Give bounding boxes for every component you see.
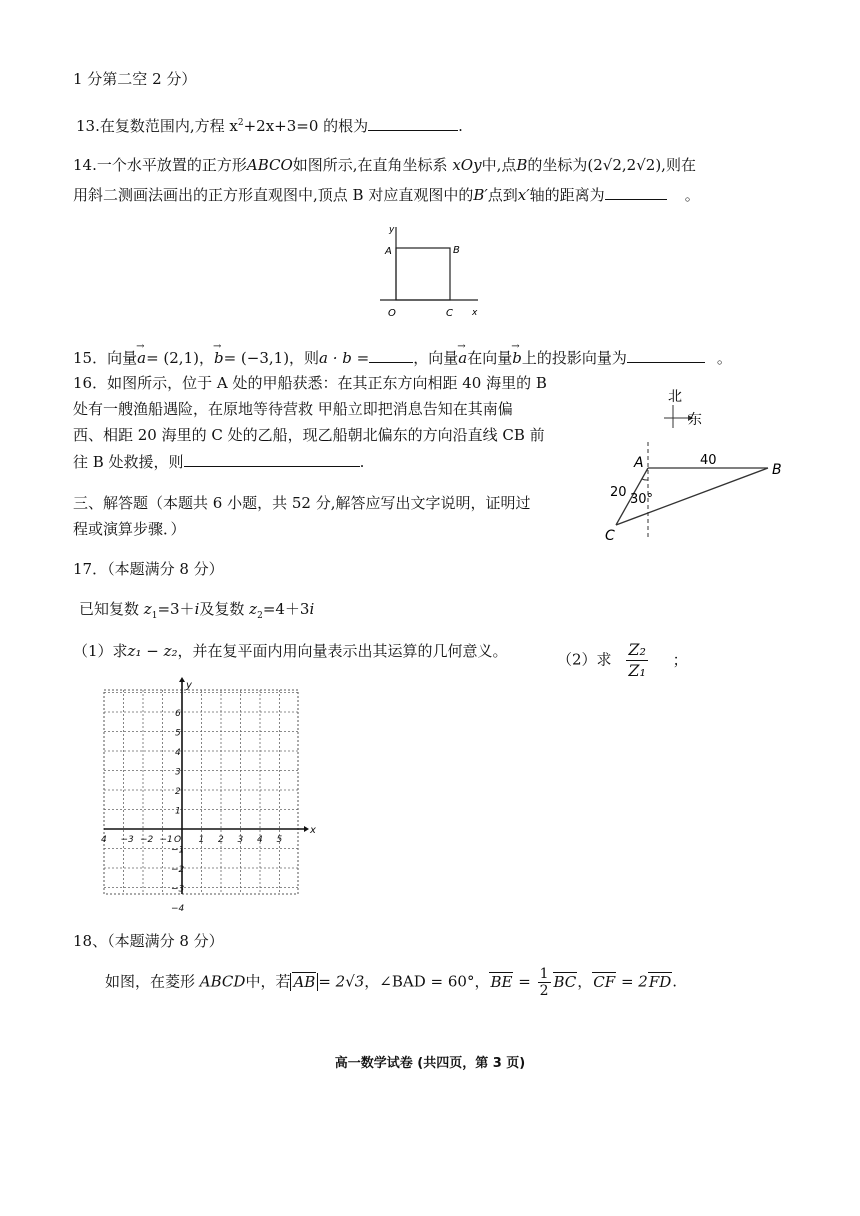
q18-half-denominator: 2 bbox=[539, 983, 549, 999]
q14-text: 中,点 bbox=[481, 156, 517, 174]
y-tick-label: 6 bbox=[175, 709, 181, 719]
point-a-label: A bbox=[634, 455, 644, 471]
point-b-label: B bbox=[772, 462, 782, 478]
q18-statement bbox=[105, 966, 677, 999]
q15-vector-b: → b bbox=[512, 347, 522, 369]
q15-end: 。 bbox=[716, 349, 732, 367]
question-14-line1 bbox=[73, 154, 696, 176]
q18-separator: ， bbox=[577, 972, 593, 991]
q18-text: 中，若 bbox=[245, 972, 291, 991]
q13-number: 13. bbox=[76, 117, 100, 135]
y-axis-label: y bbox=[186, 680, 192, 691]
q15-text: 上的投影向量为 bbox=[521, 349, 627, 367]
q14-text: 14.一个水平放置的正方形 bbox=[73, 156, 247, 174]
q14-bprime: B′ bbox=[473, 186, 488, 204]
x-tick-label: 2 bbox=[218, 835, 224, 845]
q17-text: 已知复数 bbox=[79, 600, 140, 618]
q15-b-value: = (−3,1)，则 bbox=[223, 349, 320, 367]
x-label: x bbox=[472, 308, 478, 318]
question-13 bbox=[76, 112, 463, 137]
q17-part1 bbox=[73, 640, 508, 662]
q14-abco: ABCO bbox=[246, 156, 293, 174]
q14-xprime: x′ bbox=[517, 186, 530, 204]
q16-line2: 处有一艘渔船遇险，在原地等待营救 甲船立即把消息告知在其南偏 bbox=[73, 400, 513, 418]
q15-projection-blank[interactable] bbox=[627, 346, 705, 363]
y-tick-label: 5 bbox=[175, 728, 181, 739]
q14-square-figure bbox=[374, 222, 486, 322]
y-tick-label: −1 bbox=[171, 845, 185, 856]
q16-line3: 西、相距 20 海里的 C 处的乙船，现乙船朝北偏东的方向沿直线 CB 前 bbox=[73, 426, 545, 444]
q18-vector-fd: FD bbox=[648, 972, 672, 991]
x-tick-label: 4 bbox=[101, 835, 107, 845]
x-tick-label: O bbox=[174, 835, 182, 845]
q16-answer-blank[interactable] bbox=[184, 450, 360, 467]
q18-end: . bbox=[672, 972, 678, 991]
question-14-line2 bbox=[73, 183, 700, 206]
east-label: 东 bbox=[688, 412, 702, 428]
q17-text: （1）求 bbox=[73, 642, 128, 660]
q15-vector-a: → a bbox=[137, 347, 146, 369]
point-c-label: C bbox=[605, 528, 615, 544]
q17-fraction-numerator: Z₂ bbox=[628, 640, 646, 659]
q15-dot-product: a · b = bbox=[319, 349, 370, 367]
q17-text: 及复数 bbox=[199, 600, 245, 618]
q14-answer-blank[interactable] bbox=[605, 183, 667, 200]
q17-given bbox=[79, 598, 314, 627]
q14-coordinate: (2√2,2√2) bbox=[587, 156, 662, 174]
y-tick-label: −3 bbox=[171, 884, 185, 895]
q17-z1: z bbox=[143, 600, 152, 618]
q13-suffix: +2x+3=0 的根为 bbox=[243, 117, 369, 135]
q17-z1-sub: 1 bbox=[151, 611, 158, 621]
q18-vector-cf: CF bbox=[593, 972, 616, 991]
complex-plane-grid[interactable] bbox=[100, 678, 316, 914]
q17-i: i bbox=[309, 600, 315, 618]
q18-half-numerator: 1 bbox=[539, 966, 549, 982]
q13-prefix: 在复数范围内,方程 x bbox=[99, 117, 238, 135]
q15-text: 在向量 bbox=[467, 349, 513, 367]
q17-z2: z bbox=[249, 600, 258, 618]
question-15 bbox=[73, 346, 732, 369]
q15-text: 向量 bbox=[107, 349, 138, 367]
q15-vector-b: → b bbox=[214, 347, 224, 369]
x-axis-label: x bbox=[310, 825, 316, 836]
q13-answer-blank[interactable] bbox=[368, 114, 458, 131]
q17-title: 17．（本题满分 8 分） bbox=[73, 560, 224, 578]
q13-sup: 2 bbox=[237, 118, 244, 128]
q14-text: 点到 bbox=[487, 186, 518, 204]
q14-text: 轴的距离为 bbox=[529, 186, 605, 204]
q16-line1: 16．如图所示，位于 A 处的甲船获悉：在其正东方向相距 40 海里的 B bbox=[73, 374, 547, 392]
y-label: y bbox=[389, 225, 395, 235]
q17-fraction bbox=[626, 640, 648, 681]
q16-text: 往 B 处救援，则 bbox=[73, 453, 184, 471]
y-tick-label: 2 bbox=[175, 787, 181, 797]
q18-title: 18、（本题满分 8 分） bbox=[73, 932, 224, 950]
q18-angle: ，∠BAD = 60°， bbox=[364, 972, 490, 991]
q14-text: ,则在 bbox=[661, 156, 696, 174]
x-tick-label: −3 bbox=[120, 835, 134, 845]
header-continuation: 1 分第二空 2 分） bbox=[73, 70, 197, 88]
q15-text: ，向量 bbox=[413, 349, 459, 367]
q14-b: B bbox=[516, 156, 528, 174]
q18-half bbox=[538, 966, 551, 999]
x-tick-label: 1 bbox=[198, 835, 205, 845]
page-footer: 高一数学试卷 (共四页，第 3 页) bbox=[334, 1056, 526, 1071]
q17-text: ，并在复平面内用向量表示出其运算的几何意义。 bbox=[177, 642, 508, 660]
real-axis-arrow-icon bbox=[304, 826, 309, 832]
north-label: 北 bbox=[668, 389, 682, 405]
q18-ab-magnitude bbox=[290, 973, 318, 991]
point-a-label: A bbox=[385, 246, 392, 257]
angle-arc bbox=[642, 479, 648, 480]
q16-line4 bbox=[73, 450, 364, 473]
section-3-heading-line1: 三、解答题（本题共 6 小题，共 52 分,解答应写出文字说明，证明过 bbox=[73, 494, 531, 512]
y-tick-label: 4 bbox=[175, 748, 181, 758]
q16-end: . bbox=[359, 453, 365, 471]
x-tick-label: 3 bbox=[237, 835, 244, 845]
q17-i: i bbox=[194, 600, 200, 618]
distance-ab-label: 40 bbox=[700, 453, 717, 468]
y-tick-label: −2 bbox=[171, 865, 185, 875]
x-tick-label: −2 bbox=[140, 835, 154, 845]
point-c-label: C bbox=[446, 308, 453, 319]
q18-vector-bc: BC bbox=[553, 972, 577, 991]
q17-part2 bbox=[557, 640, 688, 681]
q17-expression: z₁ − z₂ bbox=[127, 642, 178, 660]
q14-text: 如图所示,在直角坐标系 bbox=[292, 156, 448, 174]
q18-equals: = bbox=[518, 972, 531, 991]
q17-fraction-denominator: Z₁ bbox=[628, 661, 646, 680]
angle-label: 30° bbox=[630, 492, 654, 507]
q18-text: 如图，在菱形 bbox=[105, 972, 196, 991]
q15-vector-a: → a bbox=[458, 347, 467, 369]
q15-number: 15． bbox=[73, 349, 108, 367]
point-b-label: B bbox=[453, 245, 460, 256]
q17-end: ； bbox=[672, 650, 688, 669]
q14-xoy: xOy bbox=[452, 156, 482, 174]
grid-border bbox=[104, 690, 298, 894]
y-tick-label: 1 bbox=[175, 806, 181, 817]
q18-ab-value: = 2√3 bbox=[318, 972, 365, 991]
x-tick-label: 4 bbox=[257, 835, 263, 845]
distance-ac-label: 20 bbox=[610, 485, 627, 500]
y-tick-label: 3 bbox=[175, 767, 181, 778]
point-o-label: O bbox=[388, 308, 396, 319]
imaginary-axis-arrow-icon bbox=[179, 677, 185, 682]
q18-vector-ab: AB bbox=[293, 972, 316, 991]
section-3-heading-line2: 程或演算步骤．） bbox=[73, 520, 186, 538]
square-abco bbox=[396, 248, 450, 300]
x-tick-label: −1 bbox=[159, 835, 173, 845]
q14-end: 。 bbox=[684, 186, 700, 204]
q17-text: =3＋ bbox=[157, 600, 195, 618]
q15-a-value: = (2,1)， bbox=[146, 349, 214, 367]
q14-text: 的坐标为 bbox=[527, 156, 588, 174]
x-tick-label: 5 bbox=[276, 835, 283, 845]
q18-vector-be: BE bbox=[490, 972, 513, 991]
q14-text: 用斜二测画法画出的正方形直观图中,顶点 B 对应直观图中的 bbox=[73, 186, 474, 204]
q13-end: . bbox=[458, 117, 463, 135]
q18-equals-2: = 2 bbox=[620, 972, 648, 991]
q15-dot-blank[interactable] bbox=[369, 346, 413, 363]
q16-navigation-figure bbox=[600, 380, 800, 546]
q18-abcd: ABCD bbox=[199, 972, 246, 991]
q17-z2-sub: 2 bbox=[257, 611, 263, 621]
q17-text: =4＋3 bbox=[262, 600, 310, 618]
y-tick-label: −4 bbox=[171, 904, 185, 914]
q17-text: （2）求 bbox=[557, 650, 612, 669]
